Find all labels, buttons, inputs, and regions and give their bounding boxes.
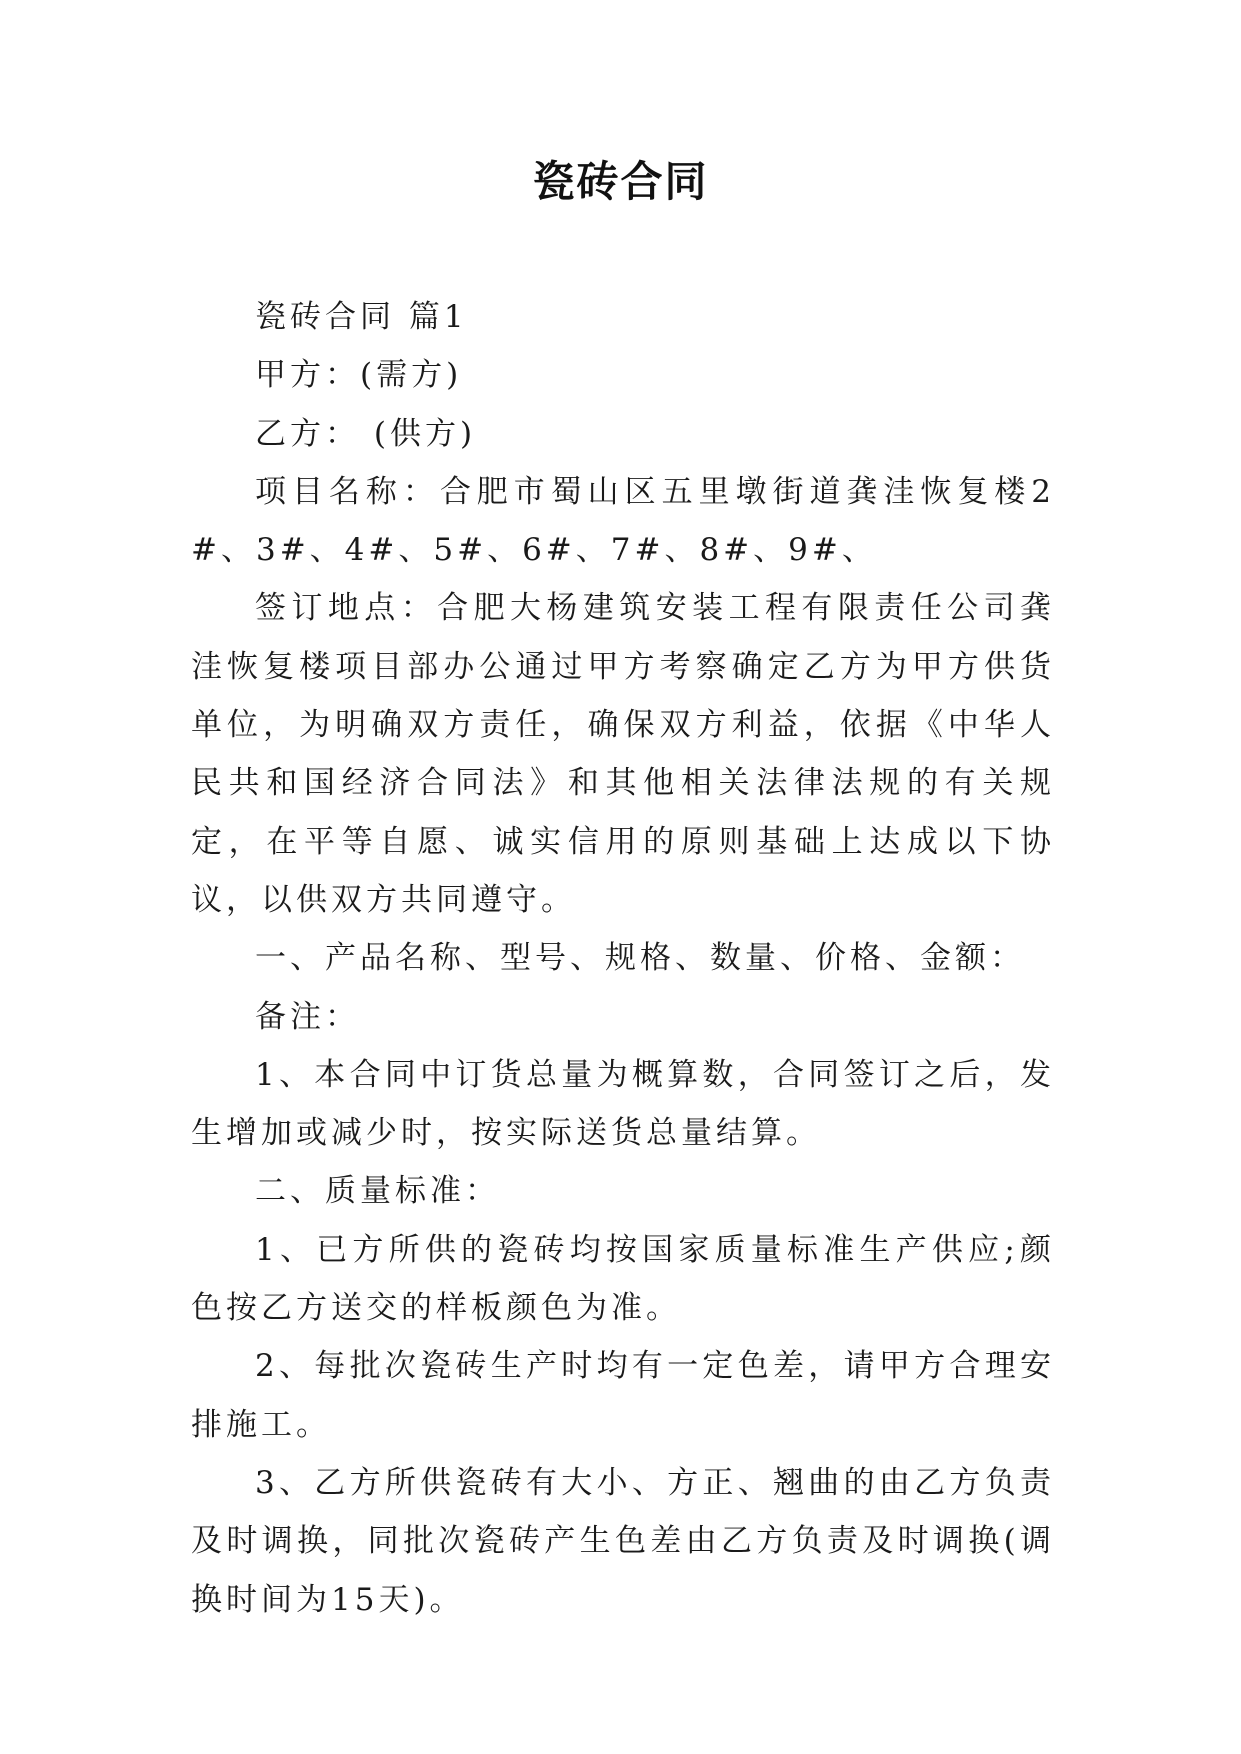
paragraph-section-2-heading: 二、质量标准： — [255, 1173, 500, 1210]
paragraph-project-name: 项目名称：合肥市蜀山区五里墩街道龚洼恢复楼2#、3#、4#、5#、6#、7#、8#、9#、 — [191, 473, 1055, 569]
paragraph-remark-1: 1、本合同中订货总量为概算数，合同签订之后，发生增加或减少时，按实际送货总量结算。 — [191, 1056, 1055, 1152]
paragraph-party-a: 甲方：(需方) — [255, 357, 463, 394]
paragraph-signing-location: 签订地点：合肥大杨建筑安装工程有限责任公司龚洼恢复楼项目部办公通过甲方考察确定乙方为甲方供货单位，为明确双方责任，确保双方利益，依据《中华人民共和国经济合同法》和其他相关法律法规的有关规定，在平等自愿、诚实信用的原则基础上达成以下协议，以供双方共同遵守。 — [191, 590, 1055, 918]
document-body — [191, 288, 1055, 1629]
paragraph-party-b: 乙方： (供方) — [255, 415, 477, 452]
paragraph-quality-3: 3、乙方所供瓷砖有大小、方正、翘曲的由乙方负责及时调换，同批次瓷砖产生色差由乙方负责及时调换(调换时间为15天)。 — [191, 1464, 1055, 1618]
paragraph-section-1-heading: 一、产品名称、型号、规格、数量、价格、金额： — [255, 940, 1025, 977]
document-title: 瓷砖合同 — [532, 157, 709, 206]
paragraph-remarks-label: 备注： — [255, 998, 360, 1035]
paragraph-heading: 瓷砖合同 篇1 — [255, 299, 468, 335]
paragraph-quality-2: 2、每批次瓷砖生产时均有一定色差，请甲方合理安排施工。 — [191, 1348, 1055, 1443]
paragraph-quality-1: 1、已方所供的瓷砖均按国家质量标准生产供应;颜色按乙方送交的样板颜色为准。 — [191, 1231, 1055, 1327]
